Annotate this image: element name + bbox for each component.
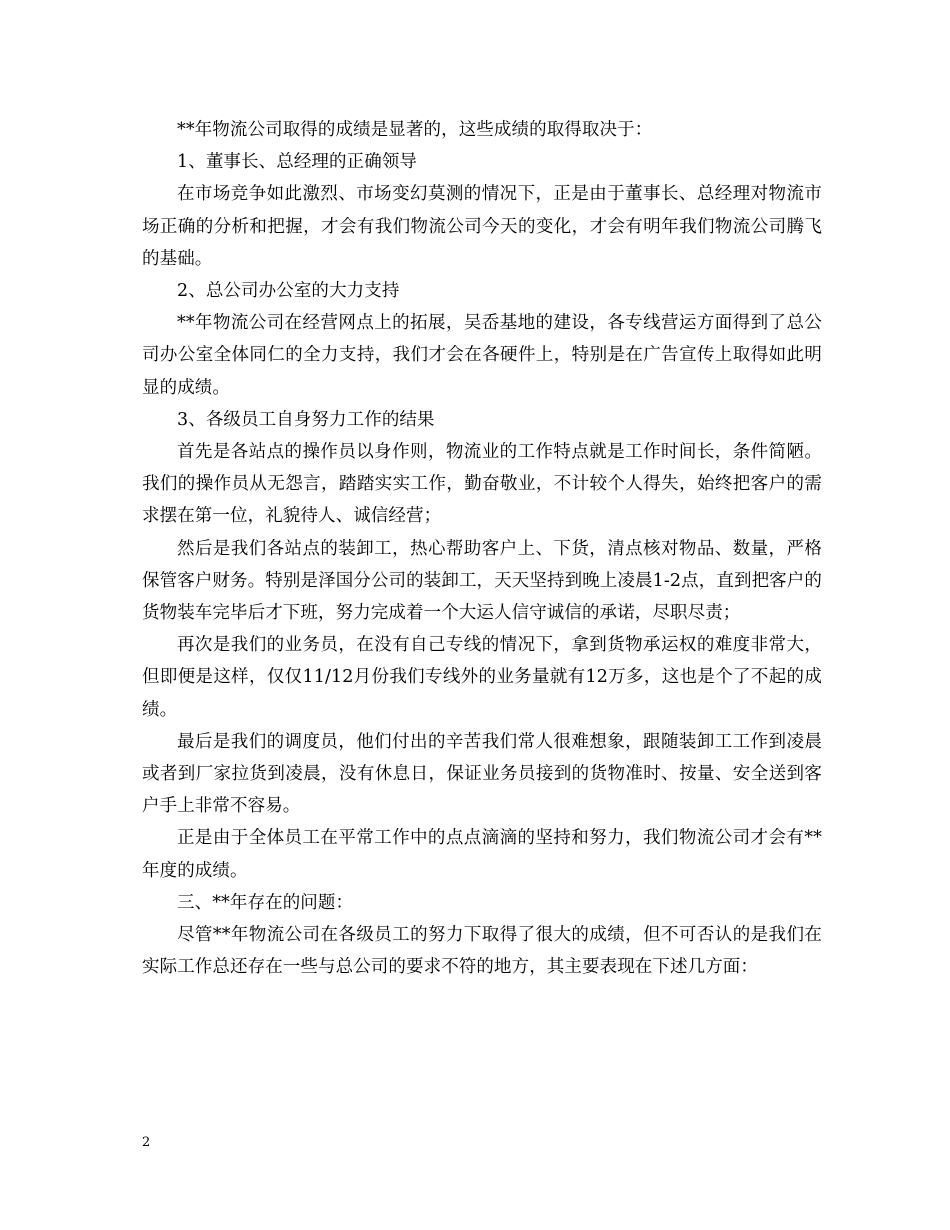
heading-item-3: 3、各级员工自身努力工作的结果 <box>177 409 435 430</box>
page-number: 2 <box>142 1135 151 1150</box>
paragraph-all-staff: 正是由于全体员工在平常工作中的点点滴滴的坚持和努力，我们物流公司才会有**年度的成绩。 <box>142 828 822 881</box>
document-body <box>142 114 822 983</box>
paragraph-intro: **年物流公司取得的成绩是显著的，这些成绩的取得取决于： <box>177 120 653 140</box>
heading-item-2: 2、总公司办公室的大力支持 <box>177 281 400 302</box>
paragraph-leadership: 在市场竞争如此激烈、市场变幻莫测的情况下，正是由于董事长、总经理对物流市场正确的分析和把握，才会有我们物流公司今天的变化，才会有明年我们物流公司腾飞的基础。 <box>142 184 822 269</box>
paragraph-salespeople: 再次是我们的业务员，在没有自己专线的情况下，拿到货物承运权的难度非常大，但即便是这样，仅仅11/12月份我们专线外的业务量就有12万多，这也是个了不起的成绩。 <box>142 635 822 720</box>
paragraph-problems-intro: 尽管**年物流公司在各级员工的努力下取得了很大的成绩，但不可否认的是我们在实际工作总还存在一些与总公司的要求不符的地方，其主要表现在下述几方面： <box>142 925 822 978</box>
heading-item-1: 1、董事长、总经理的正确领导 <box>177 152 418 173</box>
heading-problems: 三、**年存在的问题： <box>177 892 354 913</box>
paragraph-dispatchers: 最后是我们的调度员，他们付出的辛苦我们常人很难想象，跟随装卸工工作到凌晨或者到厂家拉货到凌晨，没有休息日，保证业务员接到的货物准时、按量、安全送到客户手上非常不容易。 <box>142 731 822 817</box>
paragraph-office-support: **年物流公司在经营网点上的拓展，吴岙基地的建设，各专线营运方面得到了总公司办公室全体同仁的全力支持，我们才会在各硬件上，特别是在广告宣传上取得如此明显的成绩。 <box>142 313 822 398</box>
paragraph-operators: 首先是各站点的操作员以身作则，物流业的工作特点就是工作时间长，条件简陋。我们的操作员从无怨言，踏踏实实工作，勤奋敬业，不计较个人得失，始终把客户的需求摆在第一位，礼貌待人、诚信经营； <box>142 442 822 527</box>
paragraph-loaders: 然后是我们各站点的装卸工，热心帮助客户上、下货，清点核对物品、数量，严格保管客户财务。特别是泽国分公司的装卸工，天天坚持到晚上凌晨1-2点，直到把客户的货物装车完毕后才下班，努力完成着一个大运人信守诚信的承诺，尽职尽责； <box>142 538 822 624</box>
